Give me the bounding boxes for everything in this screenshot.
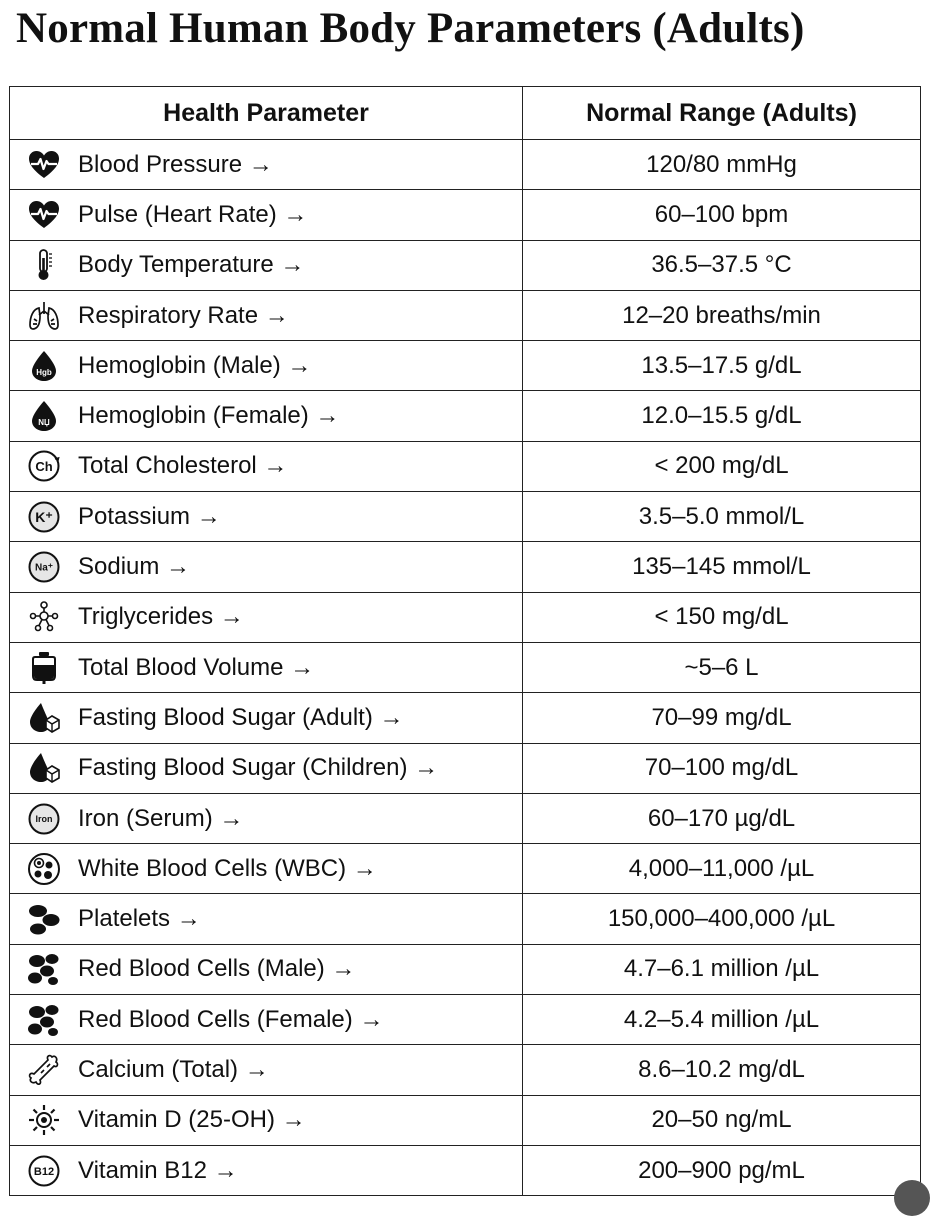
table-row [10, 592, 921, 642]
sugar-drop-icon [22, 748, 66, 788]
b12-circle-icon [22, 1151, 66, 1191]
red-blood-cells-icon [22, 1000, 66, 1040]
parameter-cell [10, 1045, 523, 1095]
range-value: 60–100 bpm [523, 190, 921, 240]
range-value: ~5–6 L [523, 642, 921, 692]
table-row [10, 844, 921, 894]
range-value: 70–100 mg/dL [523, 743, 921, 793]
range-value: < 150 mg/dL [523, 592, 921, 642]
parameter-cell [10, 391, 523, 441]
range-value: 20–50 ng/mL [523, 1095, 921, 1145]
parameter-label: Red Blood Cells (Female) → [78, 1005, 384, 1033]
range-value: 12–20 breaths/min [523, 290, 921, 340]
table-row [10, 190, 921, 240]
lungs-icon [22, 296, 66, 336]
parameter-cell [10, 441, 523, 491]
table-row [10, 944, 921, 994]
white-blood-cells-icon [22, 849, 66, 889]
table-row [10, 341, 921, 391]
molecule-icon [22, 597, 66, 637]
parameter-label: Potassium → [78, 502, 221, 530]
parameter-label: Hemoglobin (Male) → [78, 351, 312, 379]
parameter-label: White Blood Cells (WBC) → [78, 854, 377, 882]
parameter-label: Hemoglobin (Female) → [78, 402, 340, 430]
range-value: 70–99 mg/dL [523, 693, 921, 743]
parameter-cell [10, 140, 523, 190]
range-value: 4.7–6.1 million /µL [523, 944, 921, 994]
svg-text:Ch: Ch [35, 459, 53, 475]
parameter-label: Vitamin B12 → [78, 1156, 238, 1184]
parameter-cell [10, 642, 523, 692]
parameter-cell [10, 693, 523, 743]
parameter-cell [10, 1145, 523, 1195]
parameter-cell [10, 894, 523, 944]
parameter-label: Vitamin D (25-OH) → [78, 1106, 306, 1134]
table-header-row [10, 87, 921, 140]
table-row [10, 1145, 921, 1195]
parameters-table [9, 86, 921, 1196]
heart-pulse-icon [22, 145, 66, 185]
parameter-cell [10, 240, 523, 290]
table-row [10, 290, 921, 340]
parameter-cell [10, 492, 523, 542]
range-value: 4,000–11,000 /µL [523, 844, 921, 894]
range-value: 13.5–17.5 g/dL [523, 341, 921, 391]
parameter-cell [10, 592, 523, 642]
parameter-label: Calcium (Total) → [78, 1055, 269, 1083]
table-row [10, 642, 921, 692]
range-value: 8.6–10.2 mg/dL [523, 1045, 921, 1095]
table-row [10, 441, 921, 491]
svg-text:K⁺: K⁺ [35, 508, 53, 525]
parameter-label: Triglycerides → [78, 603, 244, 631]
range-value: 60–170 µg/dL [523, 793, 921, 843]
parameter-label: Total Cholesterol → [78, 452, 288, 480]
parameter-label: Platelets → [78, 905, 201, 933]
svg-text:B12: B12 [33, 1165, 55, 1178]
table-row [10, 140, 921, 190]
parameter-cell [10, 190, 523, 240]
svg-text:Hgb: Hgb [36, 367, 52, 377]
red-blood-cells-icon [22, 949, 66, 989]
table-row [10, 240, 921, 290]
range-value: 135–145 mmol/L [523, 542, 921, 592]
parameter-label: Total Blood Volume → [78, 653, 315, 681]
range-value: 3.5–5.0 mmol/L [523, 492, 921, 542]
range-value: 36.5–37.5 °C [523, 240, 921, 290]
range-value: 150,000–400,000 /µL [523, 894, 921, 944]
parameter-cell [10, 341, 523, 391]
table-row [10, 1095, 921, 1145]
table-row [10, 894, 921, 944]
parameter-label: Fasting Blood Sugar (Adult) → [78, 703, 404, 731]
range-value: 12.0–15.5 g/dL [523, 391, 921, 441]
range-value: 200–900 pg/mL [523, 1145, 921, 1195]
table-row [10, 391, 921, 441]
table-row [10, 1045, 921, 1095]
cholesterol-circle-icon [22, 446, 66, 486]
svg-text:Na⁺: Na⁺ [34, 562, 54, 574]
parameter-label: Body Temperature → [78, 251, 305, 279]
header-normal-range: Normal Range (Adults) [523, 87, 921, 140]
platelets-icon [22, 899, 66, 939]
table-row [10, 542, 921, 592]
heart-pulse-icon [22, 195, 66, 235]
parameter-cell [10, 944, 523, 994]
table-row [10, 793, 921, 843]
table-row [10, 693, 921, 743]
table-row [10, 995, 921, 1045]
parameter-cell [10, 743, 523, 793]
svg-text:NЏ: NЏ [38, 418, 50, 428]
hgb-drop-icon [22, 396, 66, 436]
page-title: Normal Human Body Parameters (Adults) [16, 5, 805, 52]
bone-icon [22, 1050, 66, 1090]
sugar-drop-icon [22, 698, 66, 738]
range-value: 4.2–5.4 million /µL [523, 995, 921, 1045]
parameter-label: Respiratory Rate → [78, 301, 289, 329]
header-health-parameter: Health Parameter [10, 87, 523, 140]
parameter-label: Red Blood Cells (Male) → [78, 955, 356, 983]
iron-circle-icon [22, 799, 66, 839]
hgb-drop-icon [22, 346, 66, 386]
range-value: 120/80 mmHg [523, 140, 921, 190]
table-row [10, 492, 921, 542]
table-row [10, 743, 921, 793]
parameter-cell [10, 1095, 523, 1145]
parameter-label: Sodium → [78, 553, 191, 581]
blood-bag-icon [22, 648, 66, 688]
parameter-label: Pulse (Heart Rate) → [78, 200, 308, 228]
parameter-cell [10, 793, 523, 843]
sodium-circle-icon [22, 547, 66, 587]
parameter-cell [10, 995, 523, 1045]
sun-icon [22, 1100, 66, 1140]
corner-badge [894, 1180, 930, 1216]
parameter-label: Iron (Serum) → [78, 804, 244, 832]
svg-text:Iron: Iron [35, 813, 53, 824]
potassium-circle-icon [22, 497, 66, 537]
parameter-label: Blood Pressure → [78, 150, 273, 178]
parameter-cell [10, 844, 523, 894]
range-value: < 200 mg/dL [523, 441, 921, 491]
parameter-cell [10, 542, 523, 592]
thermometer-icon [22, 245, 66, 285]
parameter-label: Fasting Blood Sugar (Children) → [78, 754, 439, 782]
parameter-cell [10, 290, 523, 340]
